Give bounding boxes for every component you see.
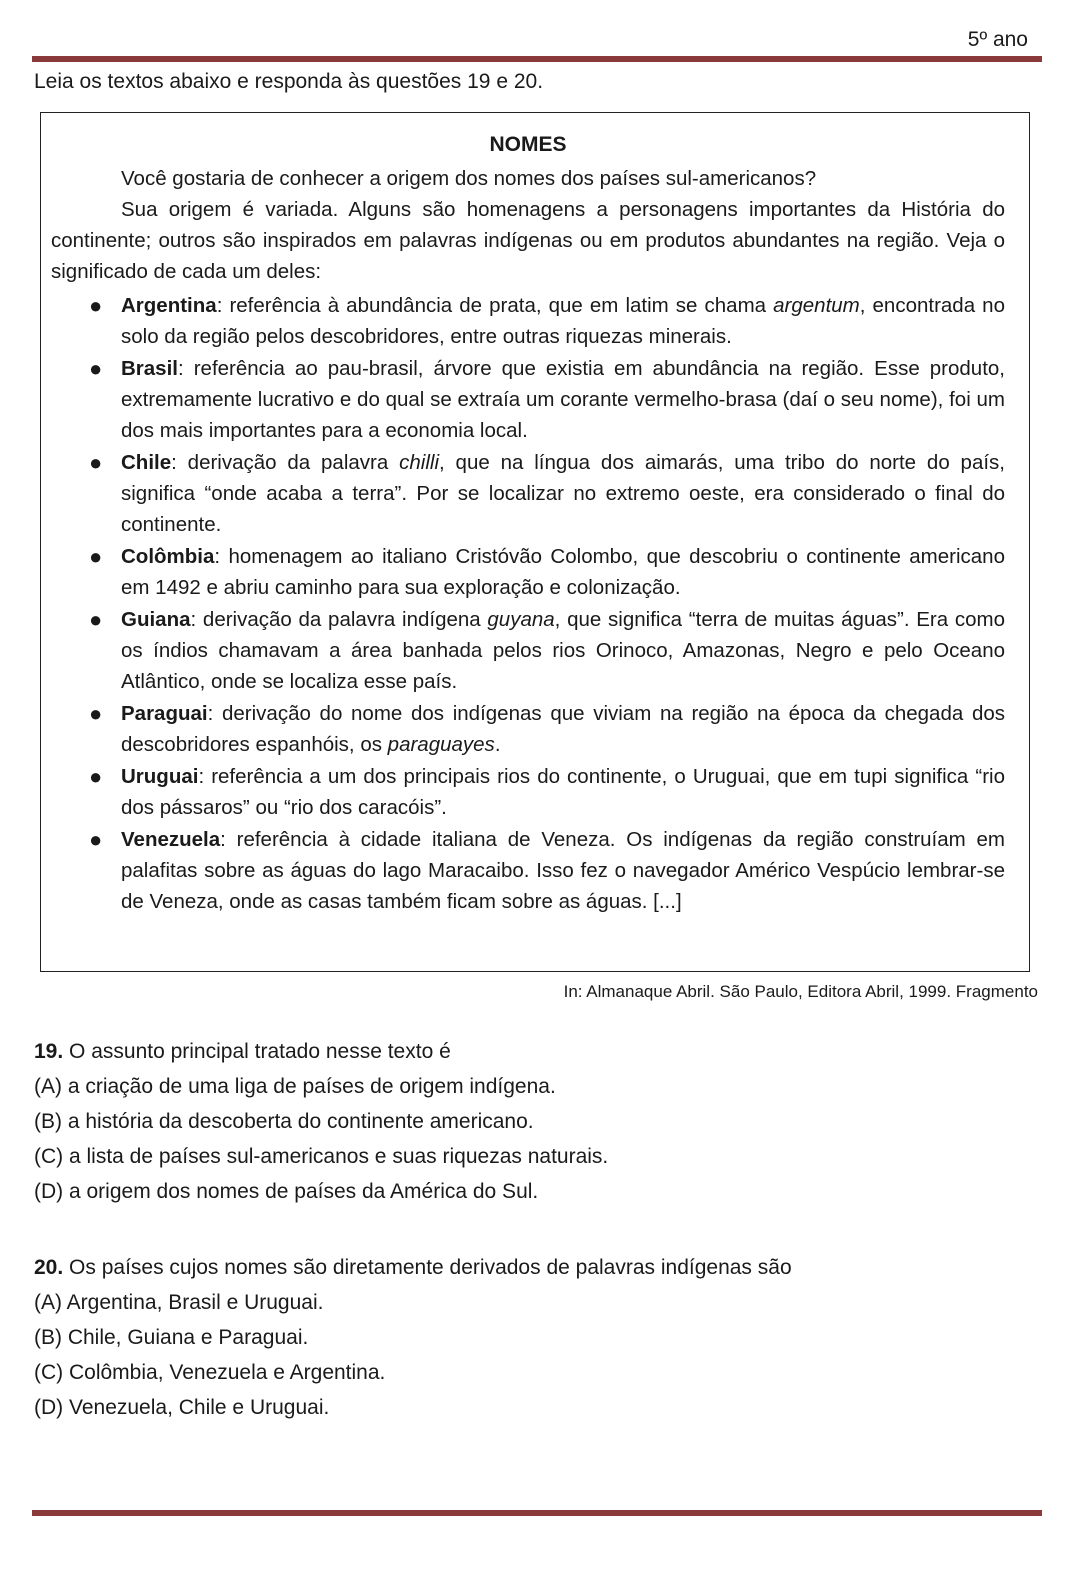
question-number: 20. [34,1256,64,1279]
item-text: : referência a um dos principais rios do continente, o Uruguai, que em tupi significa “rio dos pássaros” ou “rio dos caracóis”. [121,765,1005,819]
instruction: Leia os textos abaixo e responda às questões 19 e 20. [34,70,544,93]
question-20 [34,1250,792,1425]
item-text: , encontrada no solo da região pelos descobridores, entre outras riquezas minerais. [121,294,1005,348]
text-title: NOMES [489,133,567,156]
answer-option: (A) a criação de uma liga de países de origem indígena. [34,1075,556,1098]
bullet-icon: ● [89,701,103,726]
list-item [51,290,1005,352]
grade-label: 5º ano [967,28,1028,51]
item-text: : homenagem ao italiano Cristóvão Colombo, que descobriu o continente americano em 1492 e abriu caminho para sua exploração e colonização. [121,545,1005,599]
item-text: : referência à abundância de prata, que em latim se chama [216,294,774,317]
top-divider [32,56,1042,62]
bullet-icon: ● [89,293,103,318]
country-term: Uruguai [121,765,199,788]
item-text: : referência ao pau-brasil, árvore que existia em abundância na região. Esse produto, extremamente lucrativo e do qual se extraía um corante vermelho-brasa (daí o seu nome), foi um dos mais importantes para a economia local. [121,357,1005,442]
list-item [51,541,1005,603]
answer-option: (D) a origem dos nomes de países da América do Sul. [34,1180,539,1203]
intro-paragraph: Sua origem é variada. Alguns são homenagens a personagens importantes da História do continente; outros são inspirados em palavras indígenas ou em produtos abundantes na região. Veja o significado de cada um deles: [51,198,1005,283]
item-italic: paraguayes [387,733,495,756]
list-item [51,604,1005,697]
question-stem [34,1034,608,1069]
list-item [51,761,1005,823]
bullet-icon: ● [89,607,103,632]
text-box [40,112,1030,972]
list-item [51,824,1005,917]
item-text: , que significa “terra de muitas águas”. Era como os índios chamavam a área banhada pelos rios Orinoco, Amazonas, Negro e pelo Oceano Atlântico, onde se localiza esse país. [121,608,1005,693]
question-text: O assunto principal tratado nesse texto é [63,1040,451,1063]
list-item [51,447,1005,540]
item-italic: argentum [773,294,860,317]
bullet-icon: ● [89,356,103,381]
question-19 [34,1034,608,1209]
item-text: : derivação da palavra [171,451,400,474]
bottom-divider [32,1510,1042,1516]
answer-option: (C) a lista de países sul-americanos e suas riquezas naturais. [34,1145,609,1168]
bullet-icon: ● [89,764,103,789]
country-term: Chile [121,451,172,474]
source-citation: In: Almanaque Abril. São Paulo, Editora Abril, 1999. Fragmento [563,982,1038,1001]
country-list [51,290,1005,917]
list-item [51,353,1005,446]
country-term: Paraguai [121,702,208,725]
item-text: : derivação do nome dos indígenas que viviam na região na época da chegada dos descobridores espanhóis, os [121,702,1005,756]
country-term: Brasil [121,357,178,380]
country-term: Venezuela [121,828,221,851]
item-text: , que na língua dos aimarás, uma tribo do norte do país, significa “onde acaba a terra”. Por se localizar no extremo oeste, era considerado o final do continente. [121,451,1006,536]
question-number: 19. [34,1040,64,1063]
question-stem [34,1250,792,1285]
intro-paragraph: Você gostaria de conhecer a origem dos nomes dos países sul-americanos? [121,167,817,190]
country-term: Guiana [121,608,191,631]
bullet-icon: ● [89,544,103,569]
item-text: . [494,733,501,756]
item-text: : referência à cidade italiana de Veneza. Os indígenas da região construíam em palafitas sobre as águas do lago Maracaibo. Isso fez o navegador Américo Vespúcio lembrar-se de Veneza, onde as casas também ficam sobre as águas. [...] [121,828,1005,913]
list-item [51,698,1005,760]
bullet-icon: ● [89,450,103,475]
item-italic: guyana [487,608,555,631]
answer-option: (C) Colômbia, Venezuela e Argentina. [34,1361,386,1384]
item-text: : derivação da palavra indígena [190,608,488,631]
answer-option: (B) Chile, Guiana e Paraguai. [34,1326,309,1349]
answer-option: (B) a história da descoberta do continente americano. [34,1110,534,1133]
answer-option: (A) Argentina, Brasil e Uruguai. [34,1291,324,1314]
country-term: Argentina [121,294,217,317]
country-term: Colômbia [121,545,215,568]
question-text: Os países cujos nomes são diretamente derivados de palavras indígenas são [63,1256,792,1279]
bullet-icon: ● [89,827,103,852]
item-italic: chilli [399,451,439,474]
answer-option: (D) Venezuela, Chile e Uruguai. [34,1396,330,1419]
